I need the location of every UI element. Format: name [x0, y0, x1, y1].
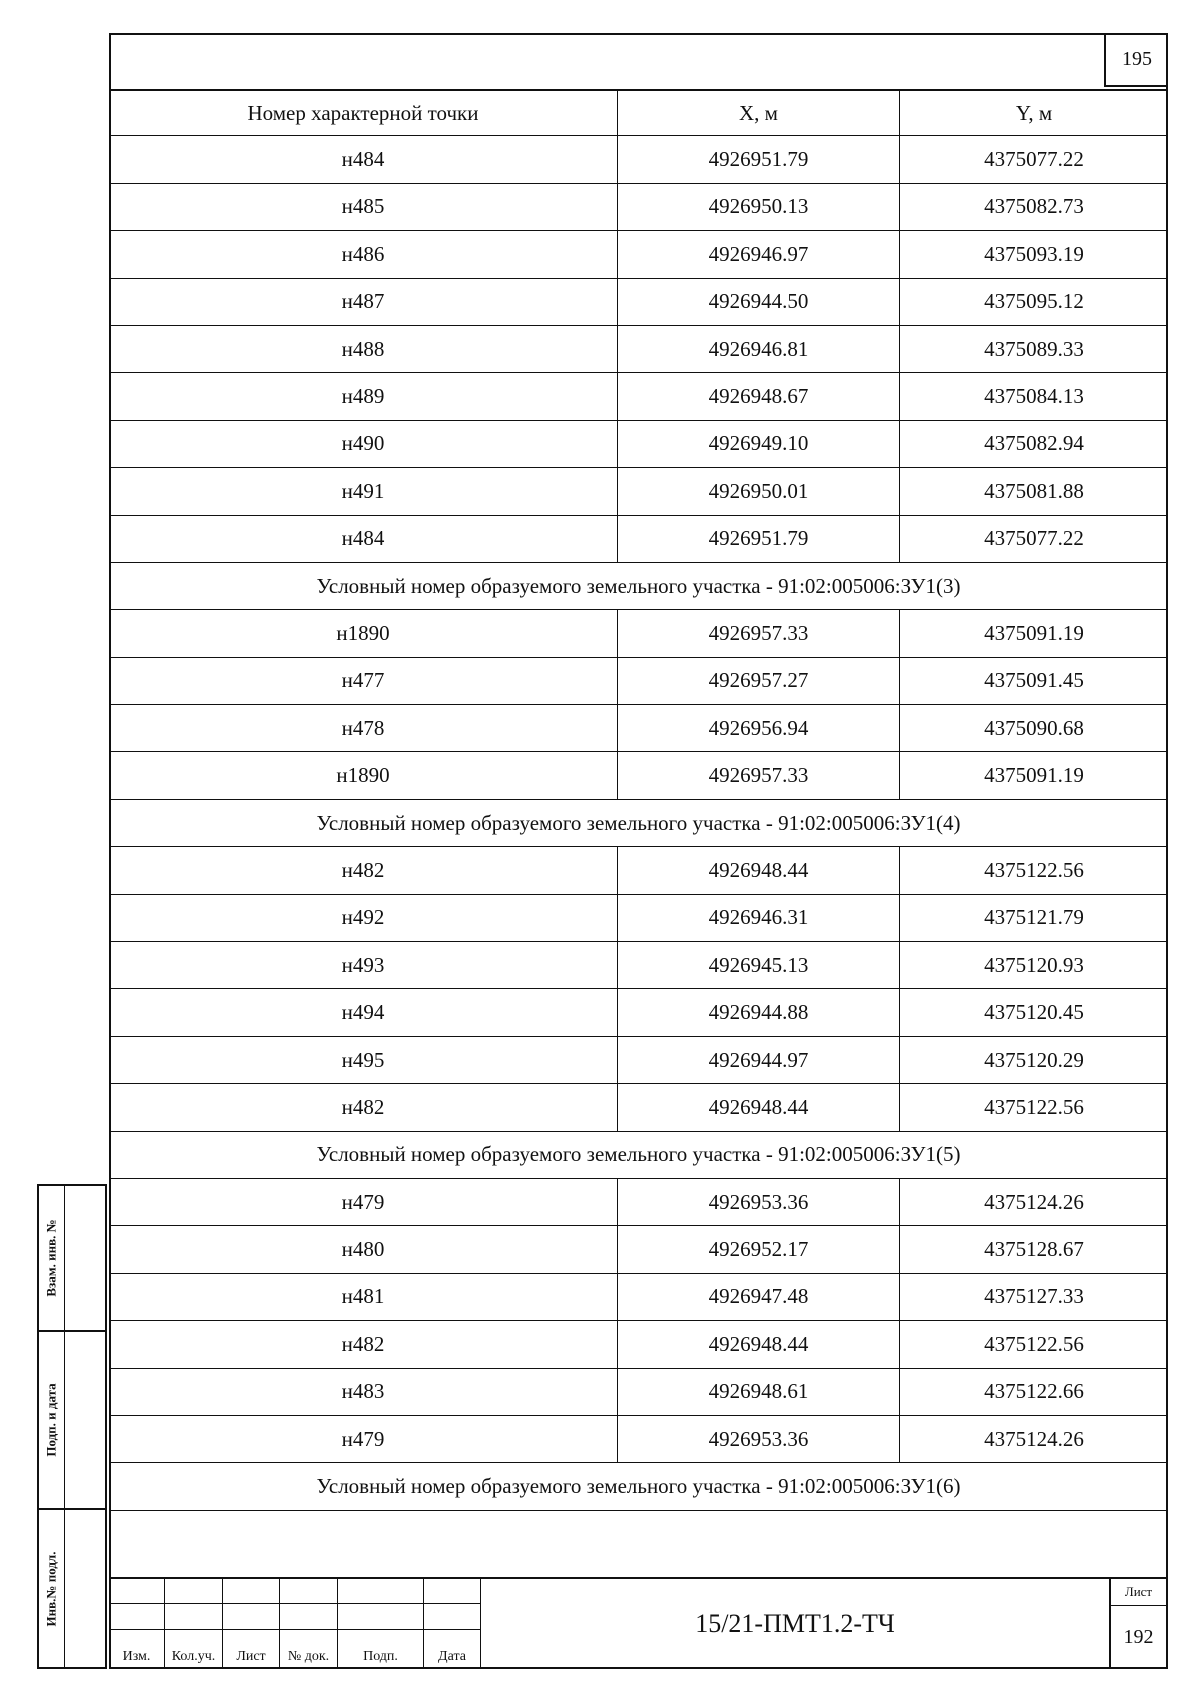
point-id: н1890 [109, 752, 618, 798]
y-coordinate: 4375082.94 [984, 431, 1084, 456]
table-row [109, 1321, 1168, 1368]
table-row [109, 1226, 1168, 1273]
x-coordinate: 4926950.13 [618, 184, 900, 230]
x-coordinate: 4926946.31 [618, 895, 900, 941]
x-coordinate: 4926957.27 [618, 658, 900, 704]
y-coordinate: 4375095.12 [984, 289, 1084, 314]
y-coordinate: 4375128.67 [984, 1237, 1084, 1262]
y-coordinate: 4375124.26 [984, 1426, 1084, 1451]
table-row [109, 1037, 1168, 1084]
y-coordinate: 4375124.26 [984, 1189, 1084, 1214]
section-row [109, 563, 1168, 610]
tb-caption: № док. [287, 1649, 330, 1664]
x-coordinate: 4926948.44 [618, 1084, 900, 1130]
section-row [109, 1132, 1168, 1179]
table-row [109, 610, 1168, 657]
y-coordinate: 4375091.19 [984, 763, 1084, 788]
table-row [109, 1369, 1168, 1416]
x-coordinate: 4926948.44 [618, 1321, 900, 1367]
page-number: 195 [1104, 33, 1168, 87]
tb-col-date [424, 1579, 481, 1669]
y-coordinate: 4375120.45 [984, 1000, 1084, 1025]
x-coordinate: 4926944.88 [618, 989, 900, 1035]
point-id: н487 [109, 279, 618, 325]
x-coordinate: 4926947.48 [618, 1274, 900, 1320]
tb-caption: Кол.уч. [171, 1649, 216, 1664]
y-coordinate: 4375089.33 [984, 336, 1084, 361]
y-coordinate: 4375122.56 [984, 1094, 1084, 1119]
header-x: X, м [618, 91, 900, 135]
table-row [109, 373, 1168, 420]
y-coordinate: 4375122.56 [984, 857, 1084, 882]
point-id: н482 [109, 847, 618, 893]
x-coordinate: 4926946.81 [618, 326, 900, 372]
point-id: н480 [109, 1226, 618, 1272]
x-coordinate: 4926948.61 [618, 1369, 900, 1415]
x-coordinate: 4926957.33 [618, 752, 900, 798]
x-coordinate: 4926945.13 [618, 942, 900, 988]
y-coordinate: 4375082.73 [984, 194, 1084, 219]
point-id: н482 [109, 1321, 618, 1367]
y-coordinate: 4375093.19 [984, 241, 1084, 266]
table-row [109, 942, 1168, 989]
table-row [109, 516, 1168, 563]
sheet-label: Лист [1111, 1579, 1166, 1606]
table-row [109, 752, 1168, 799]
point-id: н485 [109, 184, 618, 230]
section-title: Условный номер образуемого земельного участка - 91:02:005006:ЗУ1(4) [316, 810, 961, 835]
table-row [109, 326, 1168, 373]
point-id: н494 [109, 989, 618, 1035]
y-coordinate: 4375077.22 [984, 526, 1084, 551]
x-coordinate: 4926946.97 [618, 231, 900, 277]
point-id: н482 [109, 1084, 618, 1130]
table-row [109, 658, 1168, 705]
point-id: н479 [109, 1179, 618, 1225]
y-coordinate: 4375081.88 [984, 478, 1084, 503]
tb-caption: Дата [438, 1649, 466, 1664]
point-id: н479 [109, 1416, 618, 1462]
table-row [109, 184, 1168, 231]
x-coordinate: 4926944.50 [618, 279, 900, 325]
table-row [109, 231, 1168, 278]
y-coordinate: 4375120.29 [984, 1047, 1084, 1072]
table-row [109, 421, 1168, 468]
section-title: Условный номер образуемого земельного участка - 91:02:005006:ЗУ1(3) [316, 573, 961, 598]
y-coordinate: 4375091.19 [984, 620, 1084, 645]
y-coordinate: 4375122.56 [984, 1331, 1084, 1356]
y-coordinate: 4375077.22 [984, 147, 1084, 172]
tb-caption: Лист [236, 1649, 266, 1664]
title-block [109, 1577, 1168, 1669]
y-coordinate: 4375084.13 [984, 384, 1084, 409]
tb-col-sign [338, 1579, 424, 1669]
y-coordinate: 4375122.66 [984, 1379, 1084, 1404]
x-coordinate: 4926951.79 [618, 136, 900, 182]
table-row [109, 1416, 1168, 1463]
x-coordinate: 4926952.17 [618, 1226, 900, 1272]
y-coordinate: 4375091.45 [984, 668, 1084, 693]
x-coordinate: 4926950.01 [618, 468, 900, 514]
y-coordinate: 4375090.68 [984, 715, 1084, 740]
section-row [109, 1463, 1168, 1510]
point-id: н1890 [109, 610, 618, 656]
table-row [109, 1084, 1168, 1131]
point-id: н486 [109, 231, 618, 277]
document-code: 15/21-ПМТ1.2-ТЧ [695, 1609, 895, 1638]
table-row [109, 468, 1168, 515]
point-id: н481 [109, 1274, 618, 1320]
table-row [109, 705, 1168, 752]
table-header-row [109, 89, 1168, 136]
table-row [109, 279, 1168, 326]
point-id: н493 [109, 942, 618, 988]
point-id: н490 [109, 421, 618, 467]
section-title: Условный номер образуемого земельного участка - 91:02:005006:ЗУ1(6) [316, 1474, 961, 1499]
x-coordinate: 4926949.10 [618, 421, 900, 467]
table-blank-row [109, 1511, 1168, 1581]
side-stamp-replacement [37, 1184, 107, 1332]
x-coordinate: 4926957.33 [618, 610, 900, 656]
tb-col-kol [165, 1579, 223, 1669]
point-id: н483 [109, 1369, 618, 1415]
coordinates-table [109, 89, 1168, 1581]
point-id: н495 [109, 1037, 618, 1083]
point-id: н477 [109, 658, 618, 704]
table-row [109, 895, 1168, 942]
x-coordinate: 4926953.36 [618, 1416, 900, 1462]
table-row [109, 1179, 1168, 1226]
point-id: н488 [109, 326, 618, 372]
y-coordinate: 4375121.79 [984, 905, 1084, 930]
tb-col-doc [280, 1579, 338, 1669]
point-id: н484 [109, 136, 618, 182]
side-label-signature: Подп. и дата [43, 1383, 59, 1457]
tb-caption: Изм. [122, 1649, 151, 1664]
point-id: н491 [109, 468, 618, 514]
side-label-replacement: Взам. инв. № [43, 1219, 59, 1297]
table-row [109, 136, 1168, 183]
point-id: н492 [109, 895, 618, 941]
tb-col-izm [109, 1579, 165, 1669]
side-stamp-signature [37, 1332, 107, 1510]
side-label-inventory: Инв.№ подл. [43, 1551, 59, 1626]
table-row [109, 847, 1168, 894]
x-coordinate: 4926951.79 [618, 516, 900, 562]
header-y: Y, м [1015, 100, 1053, 125]
table-row [109, 1274, 1168, 1321]
point-id: н478 [109, 705, 618, 751]
point-id: н484 [109, 516, 618, 562]
x-coordinate: 4926953.36 [618, 1179, 900, 1225]
y-coordinate: 4375127.33 [984, 1284, 1084, 1309]
x-coordinate: 4926948.67 [618, 373, 900, 419]
tb-caption: Подп. [363, 1649, 398, 1664]
table-body [109, 136, 1168, 1510]
header-point-number: Номер характерной точки [109, 91, 618, 135]
point-id: н489 [109, 373, 618, 419]
sheet-number: 192 [1123, 1625, 1154, 1648]
side-stamp-inventory [37, 1510, 107, 1669]
x-coordinate: 4926944.97 [618, 1037, 900, 1083]
title-block-grid [109, 1579, 481, 1669]
tb-col-list [223, 1579, 280, 1669]
sheet-box [1109, 1579, 1166, 1669]
section-title: Условный номер образуемого земельного участка - 91:02:005006:ЗУ1(5) [316, 1142, 961, 1167]
table-row [109, 989, 1168, 1036]
section-row [109, 800, 1168, 847]
x-coordinate: 4926948.44 [618, 847, 900, 893]
x-coordinate: 4926956.94 [618, 705, 900, 751]
y-coordinate: 4375120.93 [984, 952, 1084, 977]
